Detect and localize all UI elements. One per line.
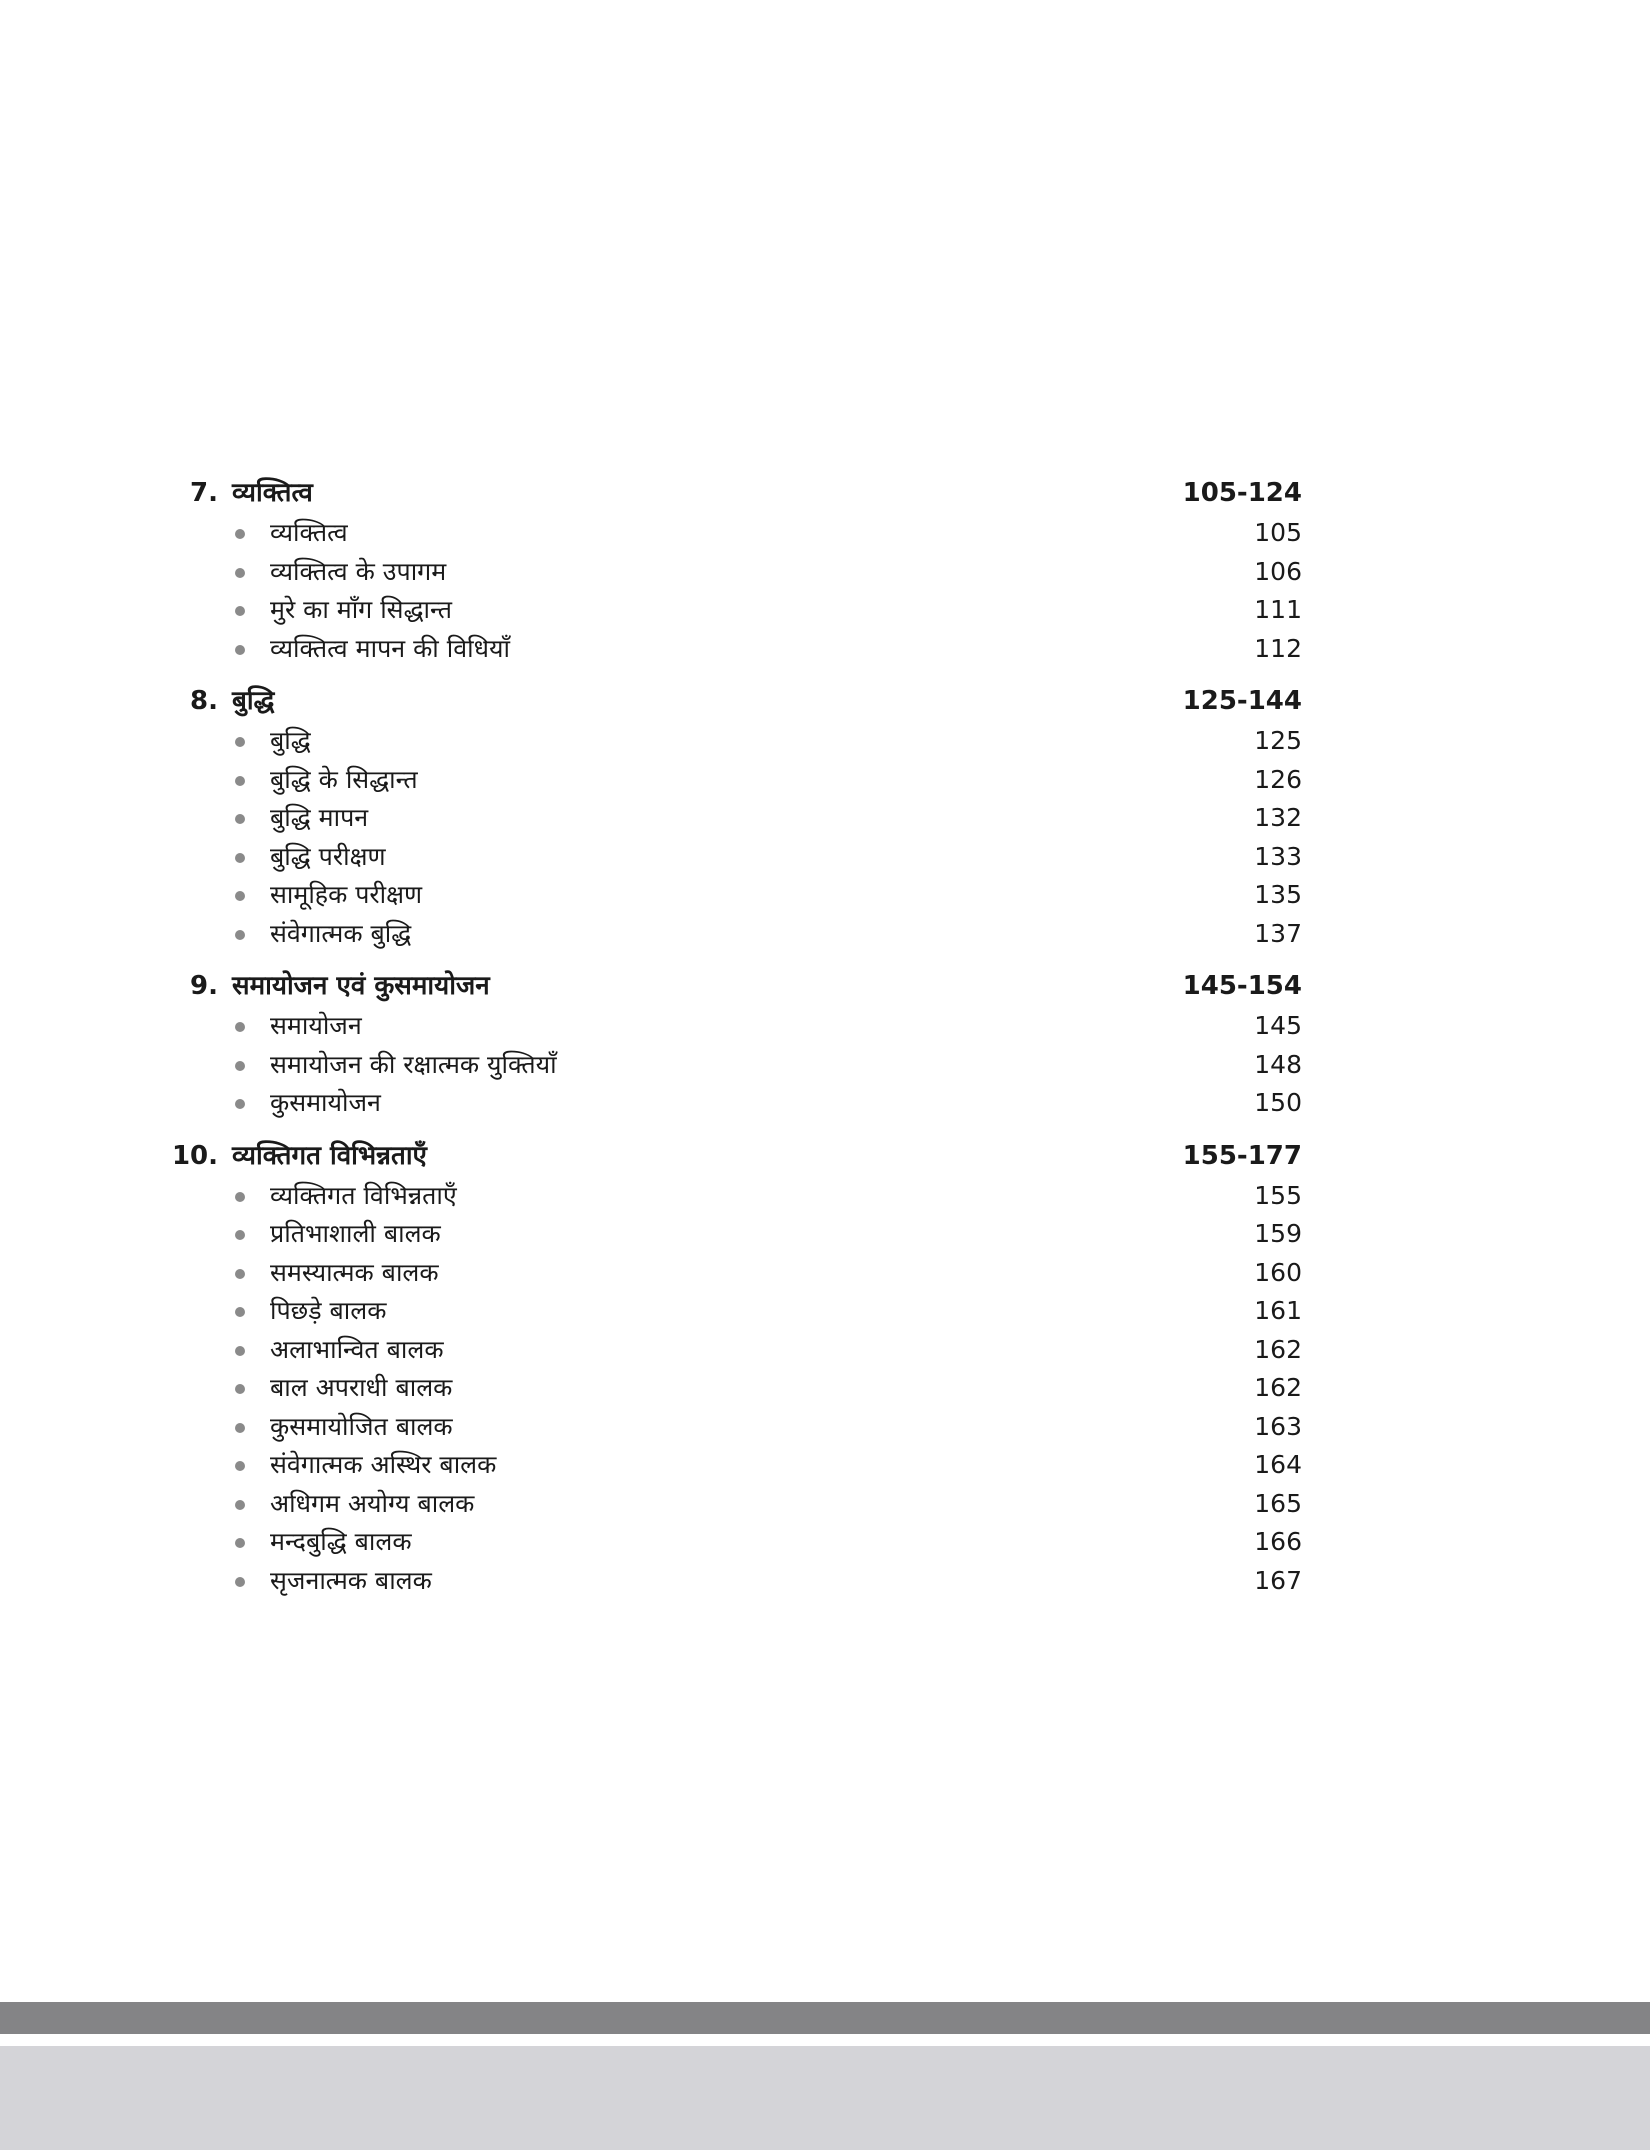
toc-item-title: समस्यात्मक बालक <box>270 1257 439 1287</box>
chapter-heading <box>171 1135 1302 1177</box>
toc-chapter <box>180 680 1302 953</box>
toc-item-title: बुद्धि <box>270 726 311 755</box>
toc-item-page: 133 <box>1254 841 1302 871</box>
toc-item <box>180 591 1302 630</box>
toc-item-title: अलाभान्वित बालक <box>270 1334 444 1364</box>
chapter-title: व्यक्तित्व <box>232 478 313 508</box>
bullet-icon <box>235 930 245 940</box>
toc-item <box>180 1292 1302 1331</box>
toc-item-page: 132 <box>1254 803 1302 832</box>
toc-item-page: 161 <box>1254 1296 1302 1325</box>
toc-item-title: प्रतिभाशाली बालक <box>270 1219 441 1248</box>
toc-item-title: सृजनात्मक बालक <box>270 1565 432 1595</box>
toc-chapter <box>171 1135 1302 1601</box>
chapter-heading <box>180 680 1302 722</box>
toc-item <box>180 876 1302 915</box>
toc-item-title: बुद्धि के सिद्धान्त <box>270 764 418 794</box>
chapter-page-range: 125-144 <box>1182 686 1302 716</box>
bullet-icon <box>235 1192 245 1202</box>
bullet-icon <box>235 1423 245 1433</box>
toc-item-title: कुसमायोजन <box>270 1088 381 1117</box>
bullet-icon <box>235 1022 245 1032</box>
bullet-icon <box>235 1538 245 1548</box>
toc-item-title: बाल अपराधी बालक <box>270 1373 453 1402</box>
toc-item-page: 162 <box>1254 1334 1302 1364</box>
bullet-icon <box>235 1230 245 1240</box>
footer-band-dark <box>0 2002 1650 2034</box>
toc-item-page: 162 <box>1254 1373 1302 1402</box>
bullet-icon <box>235 737 245 747</box>
bullet-icon <box>235 1269 245 1279</box>
toc-item-page: 126 <box>1254 764 1302 794</box>
chapter-page-range: 155-177 <box>1182 1140 1302 1171</box>
toc-item <box>180 799 1302 838</box>
toc-item <box>180 761 1302 800</box>
bullet-icon <box>235 853 245 863</box>
chapter-number: 7. <box>190 478 218 508</box>
table-of-contents <box>171 472 1302 1612</box>
toc-item <box>180 1046 1302 1085</box>
toc-item <box>180 1177 1302 1216</box>
toc-item-title: व्यक्तित्व मापन की विधियाँ <box>270 633 510 663</box>
toc-item <box>180 915 1302 954</box>
toc-item-title: व्यक्तित्व <box>270 518 348 547</box>
toc-chapter <box>180 472 1302 668</box>
toc-item-page: 135 <box>1254 880 1302 909</box>
toc-item <box>180 1369 1302 1408</box>
toc-item-title: कुसमायोजित बालक <box>270 1411 453 1441</box>
toc-item-title: व्यक्तित्व के उपागम <box>270 556 447 586</box>
bullet-icon <box>235 1346 245 1356</box>
bullet-icon <box>235 568 245 578</box>
toc-item-page: 163 <box>1254 1411 1302 1441</box>
chapter-heading <box>180 472 1302 514</box>
toc-item-page: 155 <box>1254 1180 1302 1210</box>
chapter-number: 9. <box>190 971 218 1001</box>
bullet-icon <box>235 1307 245 1317</box>
bullet-icon <box>235 606 245 616</box>
toc-item <box>180 1215 1302 1254</box>
toc-item-page: 167 <box>1254 1565 1302 1595</box>
bullet-icon <box>235 529 245 539</box>
toc-item-title: बुद्धि मापन <box>270 803 369 832</box>
chapter-title: समायोजन एवं कुसमायोजन <box>232 971 490 1001</box>
toc-item-page: 148 <box>1254 1049 1302 1079</box>
toc-item <box>180 838 1302 877</box>
toc-item-page: 145 <box>1254 1011 1302 1040</box>
chapter-number: 10. <box>171 1140 218 1171</box>
chapter-heading <box>180 965 1302 1007</box>
toc-item <box>180 1007 1302 1046</box>
toc-item <box>180 1523 1302 1562</box>
toc-item-page: 165 <box>1254 1488 1302 1518</box>
bullet-icon <box>235 1461 245 1471</box>
toc-item-title: बुद्धि परीक्षण <box>270 841 386 871</box>
toc-item-title: अधिगम अयोग्य बालक <box>270 1488 475 1518</box>
toc-item-page: 164 <box>1254 1450 1302 1479</box>
toc-chapter <box>180 965 1302 1123</box>
toc-item <box>180 553 1302 592</box>
chapter-page-range: 105-124 <box>1182 478 1302 508</box>
toc-item <box>180 1408 1302 1447</box>
toc-item-title: समायोजन की रक्षात्मक युक्तियाँ <box>270 1049 557 1079</box>
chapter-number: 8. <box>190 686 218 716</box>
toc-item-page: 125 <box>1254 726 1302 755</box>
toc-item-page: 150 <box>1254 1088 1302 1117</box>
toc-item <box>180 514 1302 553</box>
toc-item <box>180 1446 1302 1485</box>
toc-item-page: 159 <box>1254 1219 1302 1248</box>
toc-item-page: 105 <box>1254 518 1302 547</box>
toc-item-title: व्यक्तिगत विभिन्नताएँ <box>270 1180 457 1210</box>
chapter-title: बुद्धि <box>232 686 275 716</box>
toc-item-page: 160 <box>1254 1257 1302 1287</box>
chapter-page-range: 145-154 <box>1182 971 1302 1001</box>
toc-item-title: संवेगात्मक अस्थिर बालक <box>270 1450 497 1479</box>
toc-item-title: सामूहिक परीक्षण <box>270 880 423 909</box>
toc-item-title: मुरे का माँग सिद्धान्त <box>270 595 452 624</box>
bullet-icon <box>235 891 245 901</box>
toc-item-title: मन्दबुद्धि बालक <box>270 1527 412 1556</box>
bullet-icon <box>235 1384 245 1394</box>
toc-item <box>180 1084 1302 1123</box>
bullet-icon <box>235 1099 245 1109</box>
toc-item-title: संवेगात्मक बुद्धि <box>270 918 412 948</box>
bullet-icon <box>235 814 245 824</box>
toc-item-title: समायोजन <box>270 1011 362 1040</box>
bullet-icon <box>235 1577 245 1587</box>
toc-item <box>180 1331 1302 1370</box>
bullet-icon <box>235 645 245 655</box>
bullet-icon <box>235 776 245 786</box>
chapter-title: व्यक्तिगत विभिन्नताएँ <box>232 1140 427 1171</box>
toc-item-page: 112 <box>1254 633 1302 663</box>
toc-item-page: 166 <box>1254 1527 1302 1556</box>
toc-item-title: पिछड़े बालक <box>270 1296 387 1325</box>
bullet-icon <box>235 1500 245 1510</box>
toc-item-page: 137 <box>1254 918 1302 948</box>
toc-item-page: 111 <box>1254 595 1302 624</box>
toc-item <box>180 1485 1302 1524</box>
toc-item-page: 106 <box>1254 556 1302 586</box>
toc-item <box>180 1254 1302 1293</box>
footer-band-light <box>0 2046 1650 2150</box>
toc-item <box>180 722 1302 761</box>
toc-item <box>180 630 1302 669</box>
toc-item <box>180 1562 1302 1601</box>
bullet-icon <box>235 1061 245 1071</box>
